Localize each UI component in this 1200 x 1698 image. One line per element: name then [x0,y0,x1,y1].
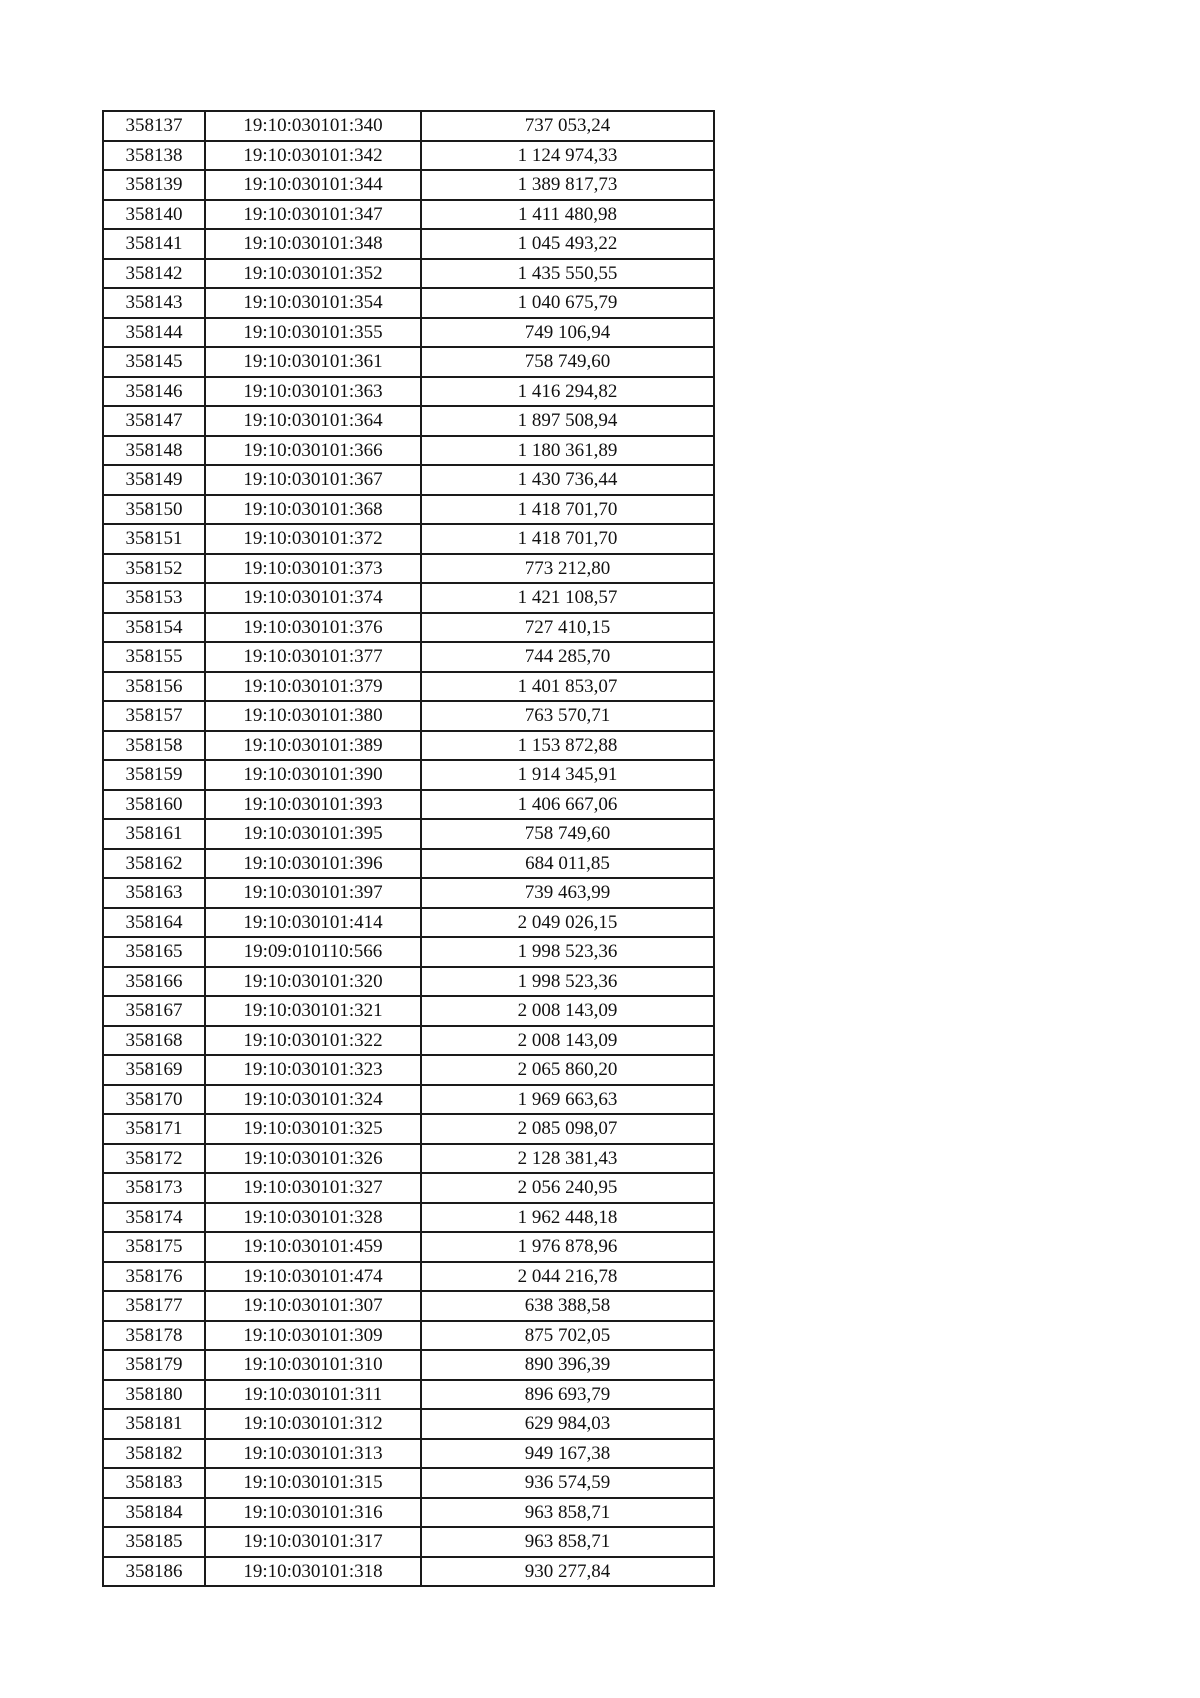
table-row [103,229,714,259]
row-number-cell: 358166 [103,967,205,997]
table-row [103,554,714,584]
row-number-cell: 358149 [103,465,205,495]
row-number-cell: 358139 [103,170,205,200]
cadastral-number-cell: 19:10:030101:363 [205,377,421,407]
cadastral-number-cell: 19:10:030101:321 [205,996,421,1026]
cadastral-value-cell: 739 463,99 [421,878,714,908]
row-number-cell: 358144 [103,318,205,348]
table-row [103,849,714,879]
row-number-cell: 358184 [103,1498,205,1528]
table-row [103,1409,714,1439]
cadastral-value-cell: 949 167,38 [421,1439,714,1469]
cadastral-number-cell: 19:10:030101:380 [205,701,421,731]
cadastral-value-cell: 758 749,60 [421,347,714,377]
table-row [103,436,714,466]
row-number-cell: 358181 [103,1409,205,1439]
cadastral-number-cell: 19:10:030101:355 [205,318,421,348]
cadastral-number-cell: 19:10:030101:347 [205,200,421,230]
row-number-cell: 358137 [103,111,205,141]
table-row [103,465,714,495]
row-number-cell: 358151 [103,524,205,554]
cadastral-number-cell: 19:10:030101:307 [205,1291,421,1321]
cadastral-value-cell: 749 106,94 [421,318,714,348]
cadastral-number-cell: 19:10:030101:377 [205,642,421,672]
cadastral-number-cell: 19:10:030101:323 [205,1055,421,1085]
table-row [103,1055,714,1085]
cadastral-number-cell: 19:10:030101:344 [205,170,421,200]
cadastral-number-cell: 19:10:030101:389 [205,731,421,761]
cadastral-value-cell: 758 749,60 [421,819,714,849]
table-row [103,967,714,997]
cadastral-value-cell: 684 011,85 [421,849,714,879]
cadastral-number-cell: 19:10:030101:342 [205,141,421,171]
cadastral-number-cell: 19:10:030101:322 [205,1026,421,1056]
table-row [103,1350,714,1380]
cadastral-value-cell: 1 914 345,91 [421,760,714,790]
table-row [103,141,714,171]
table-row [103,819,714,849]
cadastral-value-cell: 1 421 108,57 [421,583,714,613]
cadastral-number-cell: 19:10:030101:414 [205,908,421,938]
row-number-cell: 358173 [103,1173,205,1203]
table-row [103,1262,714,1292]
table-row [103,1439,714,1469]
cadastral-number-cell: 19:10:030101:368 [205,495,421,525]
table-row [103,288,714,318]
cadastral-number-cell: 19:10:030101:367 [205,465,421,495]
row-number-cell: 358186 [103,1557,205,1587]
table-row [103,1144,714,1174]
cadastral-number-cell: 19:09:010110:566 [205,937,421,967]
cadastral-number-cell: 19:10:030101:366 [205,436,421,466]
cadastral-value-cell: 2 128 381,43 [421,1144,714,1174]
table-row [103,1114,714,1144]
cadastral-value-cell: 963 858,71 [421,1527,714,1557]
row-number-cell: 358179 [103,1350,205,1380]
table-row [103,878,714,908]
cadastral-number-cell: 19:10:030101:315 [205,1468,421,1498]
table-row [103,259,714,289]
row-number-cell: 358138 [103,141,205,171]
cadastral-value-cell: 629 984,03 [421,1409,714,1439]
cadastral-value-cell: 1 435 550,55 [421,259,714,289]
cadastral-value-cell: 1 976 878,96 [421,1232,714,1262]
table-row [103,583,714,613]
table-row [103,1173,714,1203]
cadastral-number-cell: 19:10:030101:318 [205,1557,421,1587]
row-number-cell: 358141 [103,229,205,259]
table-row [103,1291,714,1321]
cadastral-number-cell: 19:10:030101:379 [205,672,421,702]
row-number-cell: 358160 [103,790,205,820]
cadastral-number-cell: 19:10:030101:374 [205,583,421,613]
table-row [103,170,714,200]
cadastral-number-cell: 19:10:030101:395 [205,819,421,849]
cadastral-number-cell: 19:10:030101:320 [205,967,421,997]
cadastral-value-cell: 1 416 294,82 [421,377,714,407]
cadastral-value-cell: 930 277,84 [421,1557,714,1587]
cadastral-value-cell: 2 056 240,95 [421,1173,714,1203]
row-number-cell: 358150 [103,495,205,525]
cadastral-value-cell: 890 396,39 [421,1350,714,1380]
table-row [103,1203,714,1233]
table-row [103,908,714,938]
cadastral-value-cell: 1 418 701,70 [421,495,714,525]
cadastral-value-cell: 936 574,59 [421,1468,714,1498]
table-row [103,111,714,141]
cadastral-number-cell: 19:10:030101:390 [205,760,421,790]
cadastral-number-cell: 19:10:030101:325 [205,1114,421,1144]
cadastral-number-cell: 19:10:030101:354 [205,288,421,318]
cadastral-number-cell: 19:10:030101:474 [205,1262,421,1292]
cadastral-value-cell: 638 388,58 [421,1291,714,1321]
table-row [103,524,714,554]
cadastral-value-cell: 875 702,05 [421,1321,714,1351]
table-row [103,1527,714,1557]
cadastral-number-cell: 19:10:030101:326 [205,1144,421,1174]
row-number-cell: 358159 [103,760,205,790]
row-number-cell: 358163 [103,878,205,908]
row-number-cell: 358168 [103,1026,205,1056]
cadastral-value-cell: 1 962 448,18 [421,1203,714,1233]
table-row [103,406,714,436]
cadastral-number-cell: 19:10:030101:348 [205,229,421,259]
table-row [103,937,714,967]
cadastral-value-cell: 1 180 361,89 [421,436,714,466]
cadastral-number-cell: 19:10:030101:373 [205,554,421,584]
table-row [103,1468,714,1498]
cadastral-value-cell: 2 008 143,09 [421,996,714,1026]
row-number-cell: 358161 [103,819,205,849]
row-number-cell: 358180 [103,1380,205,1410]
table-body [103,111,714,1586]
cadastral-value-cell: 1 998 523,36 [421,937,714,967]
row-number-cell: 358177 [103,1291,205,1321]
row-number-cell: 358155 [103,642,205,672]
cadastral-value-cell: 1 401 853,07 [421,672,714,702]
row-number-cell: 358156 [103,672,205,702]
cadastral-value-cell: 1 040 675,79 [421,288,714,318]
row-number-cell: 358147 [103,406,205,436]
cadastral-number-cell: 19:10:030101:352 [205,259,421,289]
table-row [103,1321,714,1351]
cadastral-number-cell: 19:10:030101:317 [205,1527,421,1557]
cadastral-value-cell: 963 858,71 [421,1498,714,1528]
cadastral-number-cell: 19:10:030101:459 [205,1232,421,1262]
cadastral-number-cell: 19:10:030101:364 [205,406,421,436]
cadastral-number-cell: 19:10:030101:311 [205,1380,421,1410]
cadastral-number-cell: 19:10:030101:340 [205,111,421,141]
row-number-cell: 358182 [103,1439,205,1469]
table-row [103,760,714,790]
row-number-cell: 358154 [103,613,205,643]
row-number-cell: 358165 [103,937,205,967]
row-number-cell: 358158 [103,731,205,761]
cadastral-value-cell: 727 410,15 [421,613,714,643]
cadastral-value-cell: 1 411 480,98 [421,200,714,230]
row-number-cell: 358153 [103,583,205,613]
table-row [103,996,714,1026]
cadastral-value-cell: 2 008 143,09 [421,1026,714,1056]
table-row [103,1085,714,1115]
row-number-cell: 358142 [103,259,205,289]
table-row [103,642,714,672]
row-number-cell: 358143 [103,288,205,318]
cadastral-value-cell: 2 049 026,15 [421,908,714,938]
cadastral-value-cell: 1 406 667,06 [421,790,714,820]
cadastral-number-cell: 19:10:030101:309 [205,1321,421,1351]
table-row [103,1026,714,1056]
cadastral-value-cell: 1 418 701,70 [421,524,714,554]
cadastral-value-cell: 1 124 974,33 [421,141,714,171]
cadastral-number-cell: 19:10:030101:310 [205,1350,421,1380]
cadastral-value-cell: 1 389 817,73 [421,170,714,200]
cadastral-value-table [102,110,715,1587]
row-number-cell: 358174 [103,1203,205,1233]
cadastral-value-cell: 1 969 663,63 [421,1085,714,1115]
row-number-cell: 358162 [103,849,205,879]
cadastral-value-cell: 773 212,80 [421,554,714,584]
row-number-cell: 358170 [103,1085,205,1115]
cadastral-number-cell: 19:10:030101:324 [205,1085,421,1115]
cadastral-number-cell: 19:10:030101:376 [205,613,421,643]
row-number-cell: 358175 [103,1232,205,1262]
table-row [103,495,714,525]
row-number-cell: 358145 [103,347,205,377]
row-number-cell: 358146 [103,377,205,407]
table-row [103,701,714,731]
row-number-cell: 358176 [103,1262,205,1292]
row-number-cell: 358172 [103,1144,205,1174]
table-row [103,1380,714,1410]
row-number-cell: 358185 [103,1527,205,1557]
table-row [103,731,714,761]
table-row [103,1557,714,1587]
table-row [103,613,714,643]
cadastral-value-cell: 2 044 216,78 [421,1262,714,1292]
row-number-cell: 358178 [103,1321,205,1351]
cadastral-number-cell: 19:10:030101:312 [205,1409,421,1439]
cadastral-number-cell: 19:10:030101:313 [205,1439,421,1469]
cadastral-value-cell: 1 897 508,94 [421,406,714,436]
cadastral-value-cell: 1 153 872,88 [421,731,714,761]
cadastral-number-cell: 19:10:030101:397 [205,878,421,908]
cadastral-number-cell: 19:10:030101:372 [205,524,421,554]
row-number-cell: 358152 [103,554,205,584]
row-number-cell: 358148 [103,436,205,466]
cadastral-value-cell: 2 085 098,07 [421,1114,714,1144]
cadastral-value-cell: 744 285,70 [421,642,714,672]
table-row [103,672,714,702]
row-number-cell: 358164 [103,908,205,938]
row-number-cell: 358171 [103,1114,205,1144]
table-row [103,347,714,377]
cadastral-number-cell: 19:10:030101:393 [205,790,421,820]
table-row [103,200,714,230]
cadastral-value-cell: 763 570,71 [421,701,714,731]
row-number-cell: 358169 [103,1055,205,1085]
row-number-cell: 358140 [103,200,205,230]
cadastral-value-cell: 1 045 493,22 [421,229,714,259]
table-row [103,377,714,407]
cadastral-value-cell: 896 693,79 [421,1380,714,1410]
cadastral-value-cell: 1 998 523,36 [421,967,714,997]
table-row [103,318,714,348]
cadastral-value-cell: 1 430 736,44 [421,465,714,495]
cadastral-number-cell: 19:10:030101:328 [205,1203,421,1233]
cadastral-value-cell: 2 065 860,20 [421,1055,714,1085]
row-number-cell: 358183 [103,1468,205,1498]
cadastral-number-cell: 19:10:030101:316 [205,1498,421,1528]
table-row [103,790,714,820]
cadastral-value-cell: 737 053,24 [421,111,714,141]
table-row [103,1232,714,1262]
cadastral-number-cell: 19:10:030101:361 [205,347,421,377]
row-number-cell: 358167 [103,996,205,1026]
table-row [103,1498,714,1528]
row-number-cell: 358157 [103,701,205,731]
cadastral-number-cell: 19:10:030101:327 [205,1173,421,1203]
cadastral-number-cell: 19:10:030101:396 [205,849,421,879]
